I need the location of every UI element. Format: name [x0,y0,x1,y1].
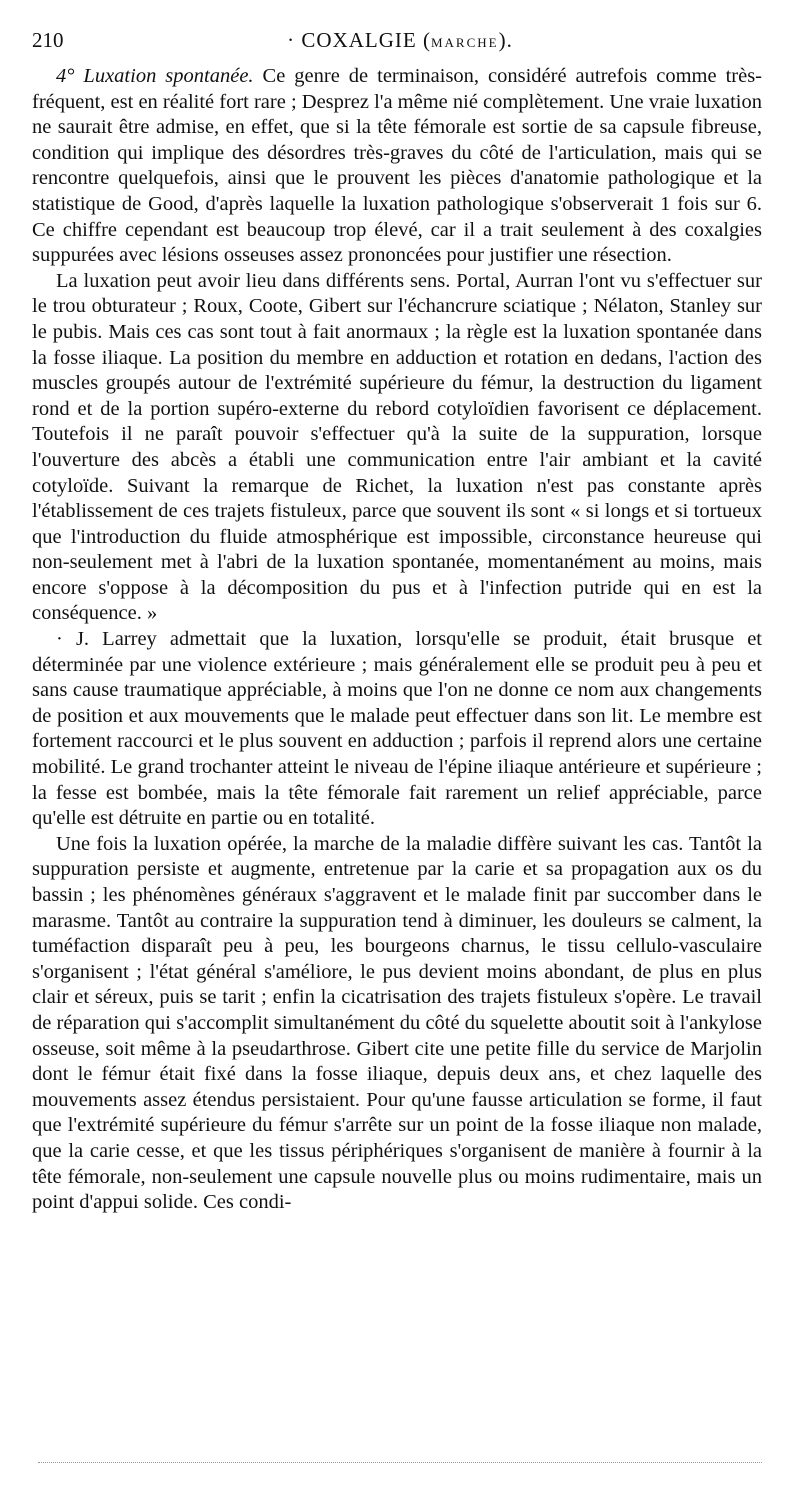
paragraph-evolution: Une fois la luxation opérée, la marche de la maladie diffère suivant les cas. Tantôt la suppuration persiste et augmente, entretenue par la carie et sa propagation aux os du bassin ; les phénomènes généraux s'aggravent et le malade finit par succomber dans le marasme. Tantôt au contraire la suppuration tend à diminuer, les douleurs se calment, la tuméfaction disparaît peu à peu, les bourgeons charnus, le tissu cellulo-vasculaire s'organisent ; l'état général s'améliore, le pus devient moins abondant, de plus en plus clair et séreux, puis se tarit ; enfin la cicatrisation des trajets fistuleux s'opère. Le travail de réparation qui s'accomplit simultanément du côté du squelette aboutit soit à l'ankylose osseuse, soit même à la pseudarthrose. Gibert cite une petite fille du service de Marjolin dont le fémur était fixé dans la fosse iliaque, depuis deux ans, et chez laquelle des mouvements assez étendus persistaient. Pour qu'une fausse articulation se forme, il faut que l'extrémité supérieure du fémur s'arrête sur un point de la fosse iliaque non malade, que la carie cesse, et que les tissus périphériques s'organisent de manière à fournir à la tête fémorale, non-seulement une capsule nouvelle plus ou moins rudimentaire, mais un point d'appui solide. Ces condi- [32,832,762,1214]
paragraph-lead-heading: 4° Luxation spontanée. [56,65,254,87]
paragraph-text: Ce genre de terminaison, considéré autrefois comme très-fréquent, est en réalité fort rare ; Desprez l'a même nié complètement. Une vraie luxation ne saurait être admise, en effet, que si la tête fémorale est sortie de sa capsule fibreuse, condition qui implique des désordres très-graves du côté de l'articulation, mais qui se rencontre quelquefois, ainsi que le prouvent les pièces d'anatomie pathologique et la statistique de Good, d'après laquelle la luxation pathologique s'observerait 1 fois sur 6. Ce chiffre cependant est beaucoup trop élevé, car il a trait seulement à des coxalgies suppurées avec lésions osseuses assez prononcées pour justifier une résection. [32,65,762,267]
bottom-dotted-rule [38,1462,762,1463]
running-title-end: ). [498,28,513,52]
running-title-small-caps: MARCHE [430,35,499,50]
body-text [32,64,762,1216]
page-number: 210 [32,28,64,52]
paragraph-directions: La luxation peut avoir lieu dans différents sens. Portal, Aurran l'ont vu s'effectuer sur le trou obturateur ; Roux, Coote, Gibert sur l'échancrure sciatique ; Nélaton, Stanley sur le pubis. Mais ces cas sont tout à fait anormaux ; la règle est la luxation spontanée dans la fosse iliaque. La position du membre en adduction et rotation en dedans, l'action des muscles groupés autour de l'extrémité supérieure du fémur, la destruction du ligament rond et de la portion supéro-externe du rebord cotyloïdien favorisent ce déplacement. Toutefois il ne paraît pouvoir s'effectuer qu'à la suite de la suppuration, lorsque l'ouverture des abcès a établi une communication entre l'air ambiant et la cavité cotyloïde. Suivant la remarque de Richet, la luxation n'est pas constante après l'établissement de ces trajets fistuleux, parce que souvent ils sont « si longs et si tortueux que l'introduction du fluide atmosphérique est impossible, circonstance heureuse qui non-seulement met à l'abri de la luxation spontanée, momentanément au moins, mais encore s'oppose à la décomposition du pus et à l'infection putride qui en est la conséquence. » [32,269,762,625]
paragraph-luxation-spontanee [32,64,762,269]
page-header [32,28,768,58]
paragraph-larrey: · J. Larrey admettait que la luxation, lorsqu'elle se produit, était brusque et déterminée par une violence extérieure ; mais généralement elle se produit peu à peu et sans cause traumatique appréciable, à moins que l'on ne donne ce nom aux changements de position et aux mouvements que le malade peut effectuer dans son lit. Le membre est fortement raccourci et le plus souvent en adduction ; parfois il reprend alors une certaine mobilité. Le grand trochanter atteint le niveau de l'épine iliaque antérieure et supérieure ; la fesse est bombée, mais la tête fémorale fait rarement un relief appréciable, parce qu'elle est détruite en partie ou en totalité. [32,628,762,830]
running-title-main: · COXALGIE ( [287,28,431,52]
running-title [32,28,768,53]
